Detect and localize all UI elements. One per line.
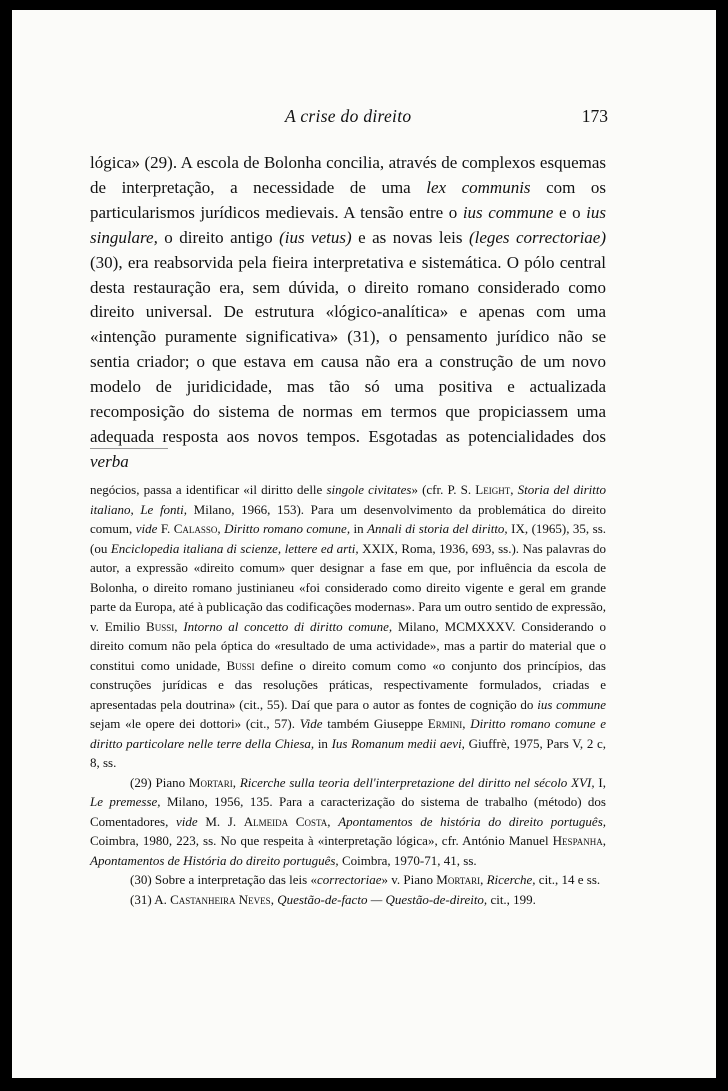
book-page <box>12 10 716 1078</box>
footnote-29: (29) Piano Mortari, Ricerche sulla teoria dell'interpretazione del diritto nel sécolo XVI, I, Le premesse, Milano, 1956, 135. Para a caracterização do sistema de trabalho (método) dos Comentadores, vide M. J. Almeida Costa, Apontamentos de história do direito português, Coimbra, 1980, 223, ss. No que respeita à «interpretação lógica», cfr. António Manuel Hespanha, Apontamentos de História do direito português, Coimbra, 1970-71, 41, ss. <box>90 774 607 868</box>
footnote-separator <box>90 448 168 449</box>
footnote-continuation: negócios, passa a identificar «il diritto delle singole civitates» (cfr. P. S. Leight, Storia del diritto italiano, Le fonti, Milano, 1966, 153). Para um desenvolvimento da problemática do direito comum, vide F. Calasso, Diritto romano comune, in Annali di storia del diritto, IX, (1965), 35, ss. (ou Enciclopedia italiana di scienze, lettere ed arti, XXIX, Roma, 1936, 693, ss.). Nas palavras do autor, a expressão «direito comum» quer designar a fase em que, por influência da escola de Bolonha, o direito romano justinianeu «foi considerado como direito vigente e geral em grande parte da Europa, até à publicação das codificações modernas». Para um outro sentido de expressão, v. Emilio Bussi, Intorno al concetto di diritto comune, Milano, MCMXXXV. Considerando o direito comum não pela óptica do «resultado de uma actividade», mas a partir do material que o constitui como unidade, Bussi define o direito comum como «o conjunto dos princípios, das construções jurídicas e das resoluções práticas, respectivamente formulados, criadas e apresentadas pela doutrina» (cit., 55). Daí que para o autor as fontes de cognição do ius commune sejam «le opere dei dottori» (cit., 57). Vide também Giuseppe Ermini, Diritto romano comune e diritto particolare nelle terre della Chiesa, in Ius Romanum medii aevi, Giuffrè, 1975, Pars V, 2 c, 8, ss. <box>90 482 606 770</box>
page-header <box>90 106 608 130</box>
footnote-30: (30) Sobre a interpretação das leis «correctoriae» v. Piano Mortari, Ricerche, cit., 14 e ss. <box>130 872 601 887</box>
footnote-31: (31) A. Castanheira Neves, Questão-de-facto — Questão-de-direito, cit., 199. <box>130 891 536 907</box>
footnotes <box>90 480 606 909</box>
body-paragraph: lógica» (29). A escola de Bolonha concilia, através de complexos esquemas de interpretação, a necessidade de uma lex communis com os particularismos jurídicos medievais. A tensão entre o ius commune e o ius singulare, o direito antigo (ius vetus) e as novas leis (leges correctoriae) (30), era reabsorvida pela fieira interpretativa e sistemática. O pólo central desta restauração era, sem dúvida, o direito romano considerado como direito universal. De estrutura «lógico-analítica» e apenas com uma «intenção puramente significativa» (31), o pensamento jurídico não se sentia criador; o que estava em causa não era a construção de um novo modelo de juridicidade, mas tão só uma positiva e actualizada recomposição do sistema de normas em termos que propiciassem uma adequada resposta aos novos tempos. Esgotadas as potencialidades dos verba <box>90 153 606 471</box>
page-number: 173 <box>581 106 608 126</box>
running-title: A crise do direito <box>285 106 412 126</box>
main-text <box>90 151 606 475</box>
